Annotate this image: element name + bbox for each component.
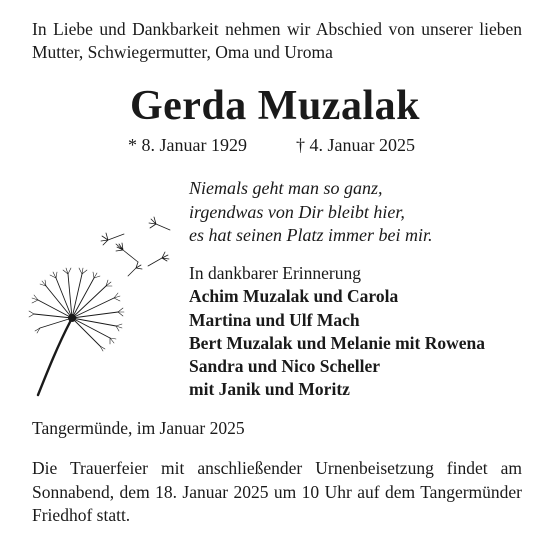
mourner-name: Achim Muzalak und Carola: [189, 286, 399, 307]
poem-line: Niemals geht man so ganz,: [189, 178, 383, 198]
ceremony-text: Die Trauerfeier mit anschließender Urnenbeisetzung findet am Sonnabend, dem 18. Januar 2025 um 10 Uhr auf dem Tangermünder Friedhof statt.: [32, 458, 522, 525]
mourner-name: mit Janik und Moritz: [189, 379, 350, 400]
intro-text: In Liebe und Dankbarkeit nehmen wir Abschied von unserer lieben Mutter, Schwiegermutter, Oma und Uroma: [32, 19, 522, 62]
mourners-lead: In dankbarer Erinnerung: [189, 263, 362, 283]
birth-date: * 8. Januar 1929: [128, 135, 247, 155]
death-date: † 4. Januar 2025: [296, 135, 415, 155]
deceased-name: Gerda Muzalak: [130, 83, 420, 129]
place-date: Tangermünde, im Januar 2025: [32, 418, 245, 438]
mourner-name: Martina und Ulf Mach: [189, 309, 360, 330]
dandelion-icon: [28, 210, 183, 400]
mourner-name: Bert Muzalak und Melanie mit Rowena: [189, 332, 486, 353]
poem-line: es hat seinen Platz immer bei mir.: [189, 225, 433, 245]
poem: [189, 177, 529, 248]
mourner-name: Sandra und Nico Scheller: [189, 356, 381, 377]
poem-line: irgendwas von Dir bleibt hier,: [189, 201, 405, 222]
mourners-block: [189, 262, 534, 402]
